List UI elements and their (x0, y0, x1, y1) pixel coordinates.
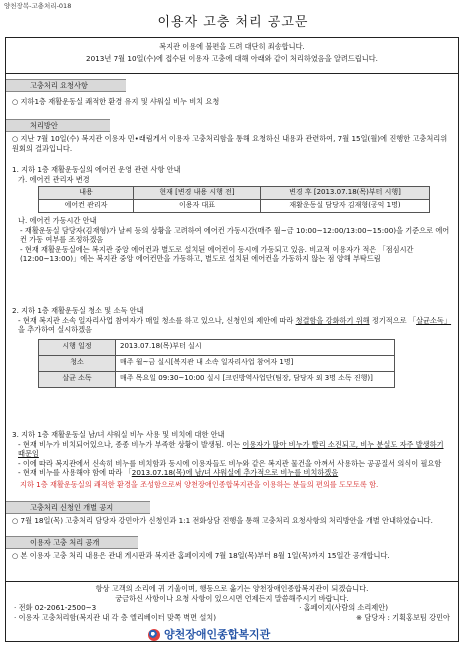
table-cell: 2013.07.18(목)부터 실시 (116, 339, 395, 355)
intro-line-2: 2013년 7월 10일(수)에 접수된 이용자 고충에 대해 아래와 같이 처리하였음을 알려드립니다. (86, 53, 378, 63)
request-section (6, 79, 458, 107)
result-section (6, 119, 458, 153)
table-header: 현재 [변경 내용 시행 전] (134, 187, 261, 200)
section-1 (6, 163, 458, 264)
footer-line-1: 항상 고객의 소리에 귀 기울이며, 행동으로 옮기는 양천장애인종합복지관이 되겠습니다. (95, 584, 369, 593)
section-2 (6, 304, 458, 388)
section-1-b-2: - 현재 재활운동실에는 복지관 중앙 에어컨과 별도로 설치된 에어컨이 동시에 가동되고 있음. 비교적 이용자가 적은 「점심시간(12:00~13:00)」에는 복지관 중앙 에어컨만을 가동하고, 별도로 설치된 에어컨을 가동하지 않는 점 양해 부탁드림 (20, 244, 414, 263)
intro-notice (6, 38, 458, 74)
table-cell: 매주 목요일 09:30~10:00 실시 [크린방역사업단(팀장, 담당자 외 3명 소독 진행)] (116, 371, 395, 387)
notify-section (6, 501, 458, 526)
footer-manager: ※ 담당자 : 기획홍보팀 강민아 (356, 612, 450, 622)
document-code: 양천장복-고충처리-018 (4, 2, 72, 10)
footer-contacts (6, 603, 458, 613)
welfare-center-logo (148, 628, 318, 642)
section-1-b: 나. 에어컨 가동시간 안내 (18, 216, 97, 225)
public-heading: 이용자 고충 처리 공개 (6, 536, 138, 549)
section-3-line-2: - 이에 따라 복지관에서 신속히 비누를 비치함과 동시에 이용자들도 비누와 같은 복지관 물건을 아껴서 사용하는 공공질서 의식이 필요함 (18, 458, 442, 468)
footer-contacts-2 (6, 613, 458, 623)
footer (6, 581, 458, 669)
section-1-title: 1. 지하 1층 재활운동실의 에어컨 운영 관련 사항 안내 (12, 165, 181, 174)
section-3-title: 3. 지하 1층 재활운동실 남/녀 샤워실 비누 사용 및 비치에 대한 안내 (12, 430, 225, 439)
section-2-text-underline: 청결함을 강화하기 위해 (295, 315, 370, 325)
footer-box: · 이용자 고충처리함(복지관 내 각 층 엘리베이터 맞쪽 벽면 설치) (14, 612, 217, 622)
table-cell: 에어컨 관리자 (39, 200, 134, 213)
section-1-b-1: - 재활운동실 담당자(김재형)가 날씨 등의 상황을 고려하여 에어컨 가동시간(매주 월~금 10:00~12:00/13:00~15:00)을 기준으로 에어컨 가동 여부를 조정하겠음 (20, 225, 450, 244)
table-cell-label: 시행 일정 (39, 339, 116, 355)
footer-line-2: 궁금하신 사항이나 요청 사항이 있으시면 언제든지 말씀해주시기 바랍니다. (115, 593, 349, 603)
section-3-text-underline: 2013.07.18(목)에 남/녀 샤워실에 추가적으로 비누를 비치하겠음 (131, 468, 339, 477)
request-item: ○ 지하1층 재활운동실 쾌적한 환경 유지 및 샤워실 비누 비치 요청 (12, 97, 220, 106)
table-header: 변경 후 [2013.07.18(목)부터 시행] (261, 187, 430, 200)
section-1-a: 가. 에어컨 관리자 변경 (18, 174, 90, 184)
table-cell-label: 살균 소독 (39, 371, 116, 387)
section-3-text-underline: 이용자가 많아 비누가 빨리 소진되고, 비누 분실도 자주 발생하기 때문임 (18, 439, 444, 458)
public-text: ○ 본 이용자 고충 처리 내용은 관내 게시판과 복지관 홈페이지에 7월 18일(목)부터 8월 1일(목)까지 15일간 공개합니다. (12, 551, 390, 560)
footer-homepage: · 홈페이지(사람의 소리제안) (299, 603, 388, 612)
section-2-text-part: 정기적으로 「 (369, 315, 417, 325)
result-summary: ○ 지난 7월 10일(수) 복지관 이용자 민•래림게서 이용자 고충처리함을 통해 요청하신 내용과 관련하여, 7월 15일(월)에 진행한 고충처리위원회의 결과입니다. (12, 134, 448, 153)
table-cell-label: 청소 (39, 355, 116, 371)
page-title: 이용자 고충 처리 공고문 (157, 15, 309, 30)
request-heading: 고충처리 요청사항 (6, 79, 126, 92)
table-aircon-manager (38, 186, 430, 213)
closing-note: 지하 1층 재활운동실의 쾌적한 환경을 조성함으로써 양천장애인종합복지관을 이용하는 분들의 편의를 도모토록 함. (20, 480, 379, 489)
footer-phone: · 전화 02-2061-2500~3 (14, 603, 97, 612)
table-cell: 재활운동실 담당자 김재형(공익 1명) (261, 200, 430, 213)
intro-line-1: 복지관 이용에 불편을 드려 대단히 죄송합니다. (159, 42, 305, 51)
notify-heading: 고충처리 신청인 개별 공지 (6, 501, 150, 514)
section-2-title: 2. 지하 1층 재활운동실 청소 및 소독 안내 (12, 306, 144, 315)
table-cell: 매주 월~금 실시[복지관 내 소속 일자리사업 참여자 1명] (116, 355, 395, 371)
table-cleaning (38, 339, 395, 388)
section-2-text (12, 316, 452, 335)
public-section (6, 536, 458, 561)
result-heading: 처리방안 (6, 119, 110, 132)
section-3 (6, 428, 458, 478)
logo-icon (148, 629, 160, 641)
logo-text: 양천장애인종합복지관 (164, 628, 271, 641)
section-2-text-part: - 현재 복지관 소속 일자리사업 참여자가 매일 청소를 하고 있으나, 신청인의 제안에 따라 (18, 315, 296, 325)
section-2-text-part: 을 추가하여 실시하겠음 (18, 325, 93, 334)
section-3-text-part: - 현재 비누를 사용해야 함에 따라 「 (18, 468, 132, 477)
table-header: 내용 (39, 187, 134, 200)
table-cell: 이용자 대표 (134, 200, 261, 213)
section-3-line-1 (12, 440, 452, 459)
section-2-text-underline: 살균소독」 (416, 315, 452, 325)
notify-text: ○ 7월 18일(목) 고충처리 담당자 강민아가 신청인과 1:1 전화상담 진행을 통해 고충처리 요청사항의 처리방안을 개별 안내하였습니다. (12, 516, 433, 525)
section-3-text-part: - 현재 비누가 비치되어있으나, 종종 비누가 부족한 상황이 발생됨. 이는 (18, 439, 243, 449)
section-3-line-3 (12, 468, 452, 478)
